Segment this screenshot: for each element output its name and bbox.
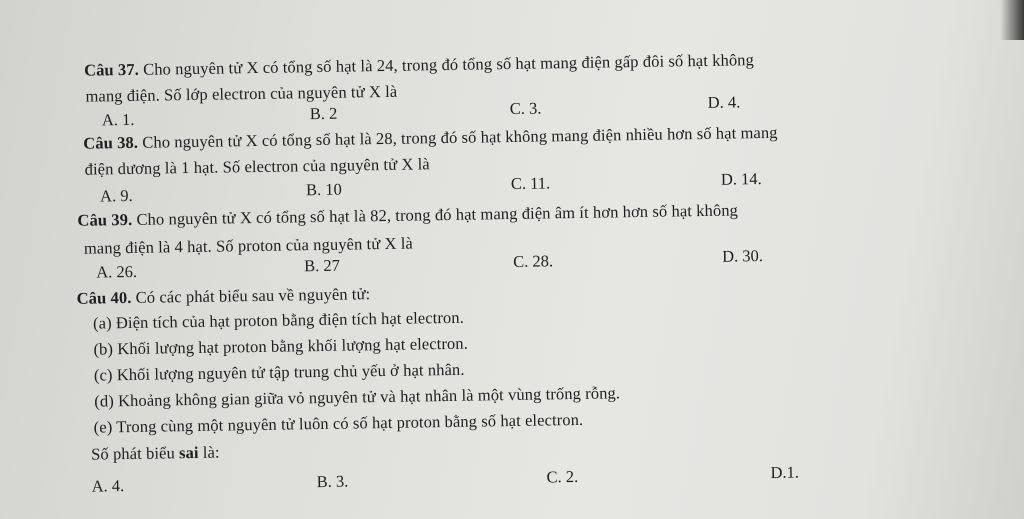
q40-statement-b: (b) Khối lượng hạt proton bằng khối lượng hạt electron.	[93, 333, 469, 359]
q38-option-b: B. 10	[305, 179, 342, 200]
q40-statement-c: (c) Khối lượng nguyên tử tập trung chủ yếu ở hạt nhân.	[93, 359, 465, 385]
q37-text: Cho nguyên tử X có tổng số hạt là 24, trong đó tổng số hạt mang điện gấp đôi số hạt không	[142, 50, 755, 79]
q40-option-c: C. 2.	[546, 466, 579, 487]
q40-line1	[77, 284, 371, 309]
q40-prompt-prefix: Số phát biểu	[90, 443, 180, 464]
q37-line2: mang điện. Số lớp electron của nguyên tử X là	[85, 81, 398, 106]
q40-text: Có các phát biểu sau về nguyên tử:	[135, 284, 371, 307]
q38-line1	[83, 123, 778, 154]
q39-line2: mang điện là 4 hạt. Số proton của nguyên tử X là	[83, 233, 414, 258]
q37-option-c: C. 3.	[509, 98, 542, 119]
q38-label: Câu 38.	[83, 132, 139, 153]
q40-option-a: A. 4.	[91, 476, 125, 496]
q37-line1	[84, 50, 754, 81]
q38-option-d: D. 14.	[720, 169, 762, 189]
q40-prompt-bold: sai	[178, 442, 199, 463]
q37-option-a: A. 1.	[101, 109, 135, 130]
q39-line1	[77, 200, 738, 230]
q40-label: Câu 40.	[76, 287, 132, 308]
q40-prompt-suffix: là:	[198, 442, 220, 462]
q40-option-d: D.1.	[770, 462, 800, 482]
q38-option-a: A. 9.	[99, 185, 133, 206]
q40-statement-d: (d) Khoảng không gian giữa vỏ nguyên tử và hạt nhân là một vùng trống rỗng.	[94, 383, 621, 411]
q38-line2: điện dương là 1 hạt. Số electron của nguyên tử X là	[84, 154, 430, 179]
q39-label: Câu 39.	[77, 209, 133, 230]
q38-option-c: C. 11.	[510, 173, 551, 193]
q37-label: Câu 37.	[83, 59, 140, 80]
q39-option-c: C. 28.	[513, 251, 554, 271]
q40-statement-e: (e) Trong cùng một nguyên tử luôn có số hạt proton bằng số hạt electron.	[93, 409, 584, 437]
q39-option-d: D. 30.	[721, 246, 764, 266]
q40-prompt	[91, 443, 220, 465]
q39-text: Cho nguyên tử X có tổng số hạt là 82, trong đó hạt mang điện âm ít hơn hơn số hạt không	[136, 200, 739, 229]
q38-text: Cho nguyên tử X có tổng số hạt là 28, trong đó số hạt không mang điện nhiều hơn số hạt mang	[142, 122, 778, 152]
q37-option-b: B. 2	[309, 103, 338, 124]
q39-option-b: B. 27	[304, 255, 341, 276]
q40-option-b: B. 3.	[316, 471, 349, 492]
q39-option-a: A. 26.	[96, 261, 138, 282]
q37-option-d: D. 4.	[707, 92, 741, 112]
q40-statement-a: (a) Điện tích của hạt proton bằng điện tích hạt electron.	[92, 307, 465, 333]
